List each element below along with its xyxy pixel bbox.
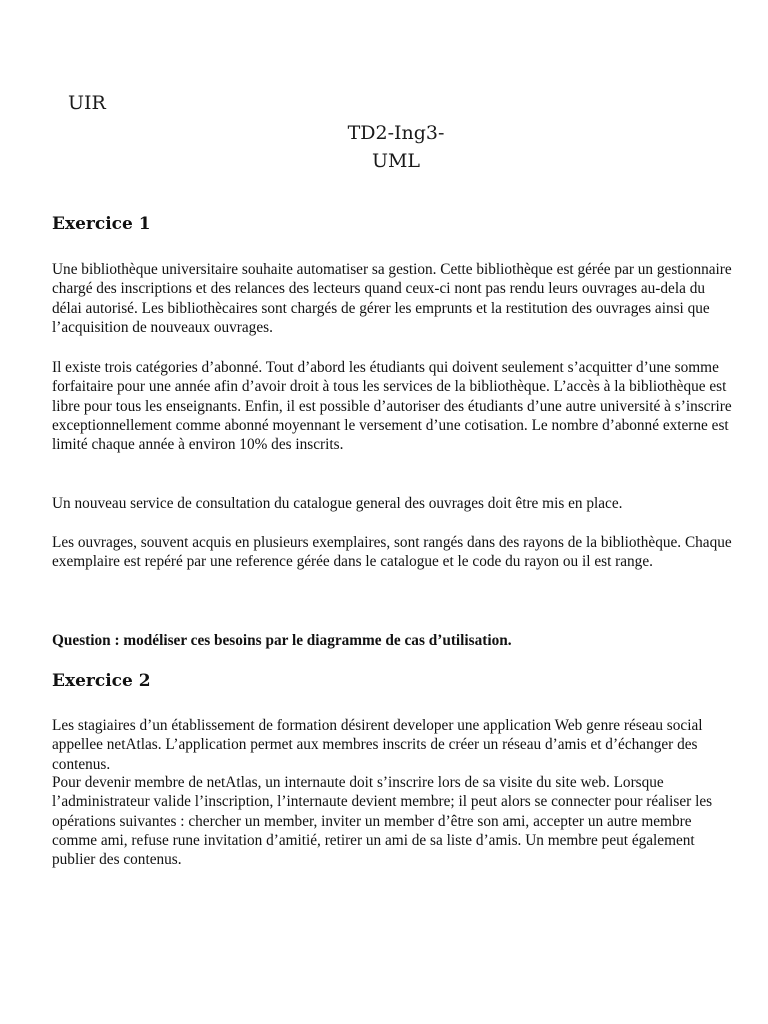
exercise1-question: Question : modéliser ces besoins par le diagramme de cas d’utilisation. <box>52 632 512 649</box>
exercise2-paragraph-2: Pour devenir membre de netAtlas, un internaute doit s’inscrire lors de sa visite du site web. Lorsque l’administrateur valide l’inscription, l’internaute devient membre; il peut alors se connecter pour réaliser les opérations suivantes : chercher un member, inviter un member d’être son ami, accepter un autre membre comme ami, refuse rune invitation d’amitié, retirer un ami de sa liste d’amis. Un membre peut également publier des contenus. <box>52 774 713 869</box>
exercise1-heading: Exercice 1 <box>52 214 151 234</box>
document-title-line1: TD2-Ing3- <box>347 122 445 144</box>
exercise2-paragraph-1: Les stagiaires d’un établissement de formation désirent developer une application Web genre réseau social appellee netAtlas. L’application permet aux membres inscrits de créer un réseau d’amis et d’échanger des contenus. <box>52 717 703 773</box>
exercise1-paragraph-3: Un nouveau service de consultation du catalogue general des ouvrages doit être mis en place. <box>52 495 623 512</box>
exercise1-paragraph-4: Les ouvrages, souvent acquis en plusieurs exemplaires, sont rangés dans des rayons de la bibliothèque. Chaque exemplaire est repéré par une reference gérée dans le catalogue et le code du rayon ou il est range. <box>52 534 732 571</box>
exercise2-heading: Exercice 2 <box>52 671 151 691</box>
school-name: UIR <box>68 92 106 114</box>
document-title-line2: UML <box>371 150 421 172</box>
exercise1-paragraph-2: Il existe trois catégories d’abonné. Tout d’abord les étudiants qui doivent seulement s’acquitter d’une somme forfaitaire pour une année afin d’avoir droit à tous les services de la bibliothèque. L’accès à la bibliothèque est libre pour tous les enseignants. Enfin, il est possible d’autoriser des étudiants d’une autre université à s’inscrire exceptionnellement comme abonné moyennant le versement d’une cotisation. Le nombre d’abonné externe est limité chaque année à environ 10% des inscrits. <box>52 359 732 454</box>
exercise1-paragraph-1: Une bibliothèque universitaire souhaite automatiser sa gestion. Cette bibliothèque est gérée par un gestionnaire chargé des inscriptions et des relances des lecteurs quand ceux-ci nont pas rendu leurs ouvrages au-dela du délai autorisé. Les bibliothècaires sont chargés de gérer les emprunts et la restitution des ouvrages ainsi que l’acquisition de nouveaux ouvrages. <box>52 261 732 336</box>
